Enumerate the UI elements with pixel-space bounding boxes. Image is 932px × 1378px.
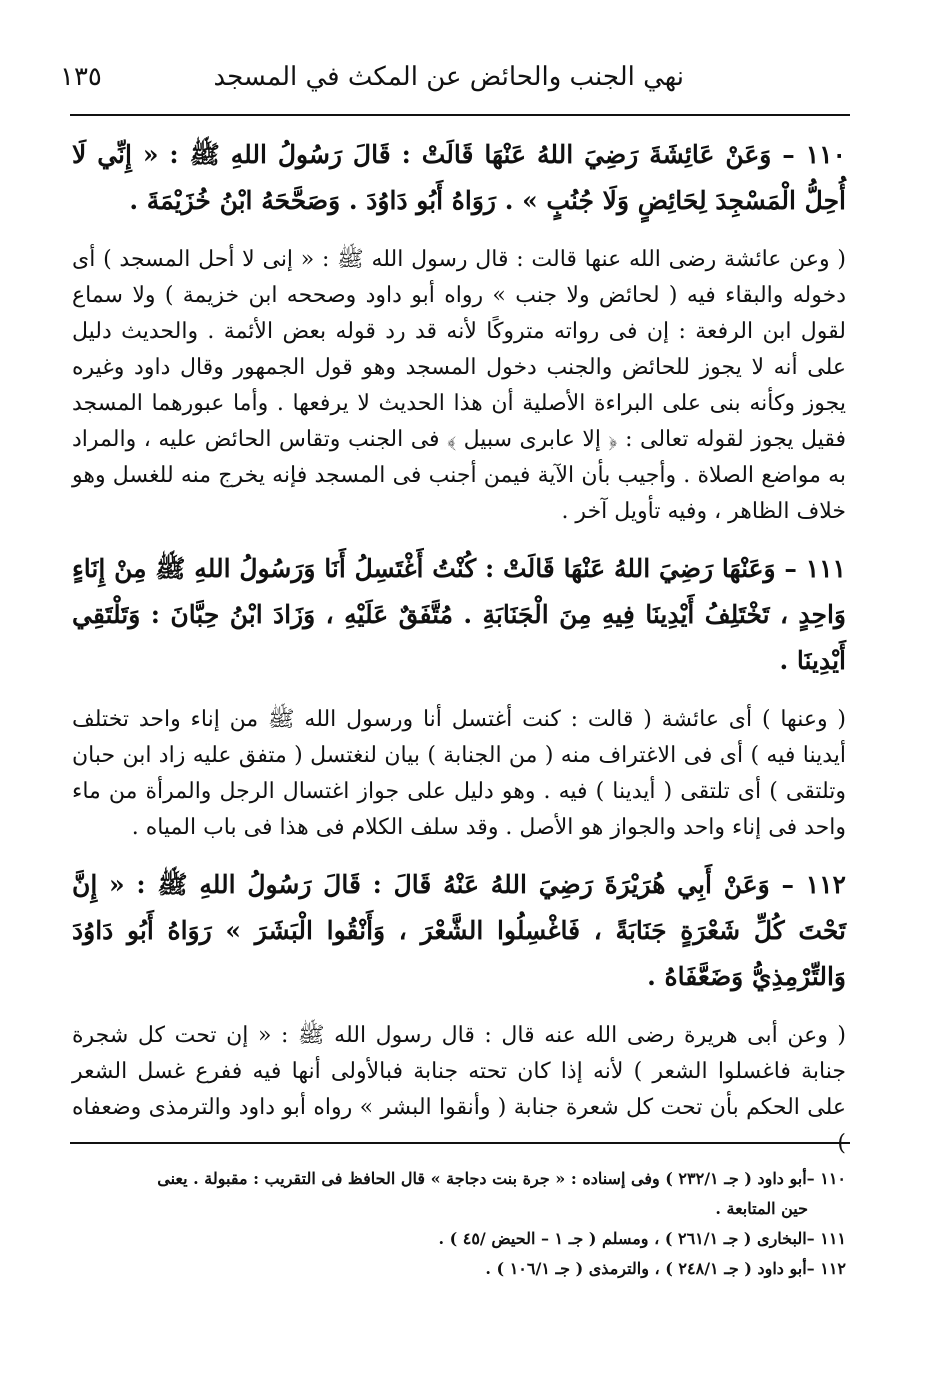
hadith-110: ١١٠ – وَعَنْ عَائِشَةَ رَضِيَ اللهُ عَنْهَا قَالَتْ : قَالَ رَسُولُ اللهِ ﷺ : « إِنِّي لَا أُحِلُّ الْمَسْجِدَ لِحَائِضٍ وَلَا جُنُبٍ » . رَوَاهُ أَبُو دَاوُدَ . وَصَحَّحَهُ ابْنُ خُزَيْمَةَ .: [72, 140, 846, 215]
footnote-rule: [70, 1142, 850, 1144]
hadith-111: ١١١ – وَعَنْهَا رَضِيَ اللهُ عَنْهَا قَالَتْ : كُنْتُ أَغْتَسِلُ أَنَا وَرَسُولُ اللهِ ﷺ مِنْ إِنَاءٍ وَاحِدٍ ، تَخْتَلِفُ أَيْدِينَا فِيهِ مِنَ الْجَنَابَةِ . مُتَّفَقٌ عَلَيْهِ ، وَزَادَ ابْنُ حِبَّانَ : وَتَلْتَقِي أَيْدِينَا .: [72, 554, 846, 675]
footnotes: [72, 1164, 846, 1284]
footnote-111: [72, 1224, 846, 1254]
footnote-110-text: ١١٠ –أبو داود ( جـ ٢٣٢/١ ) وفى إسناده : « جرة بنت دجاجة » قال الحافظ فى التقريب : مقبولة . يعنى: [157, 1169, 846, 1188]
hadith-112: ١١٢ – وَعَنْ أَبِي هُرَيْرَةَ رَضِيَ اللهُ عَنْهُ قَالَ : قَالَ رَسُولُ اللهِ ﷺ : « إِنَّ تَحْتَ كُلِّ شَعْرَةٍ جَنَابَةً ، فَاغْسِلُوا الشَّعْرَ ، وَأَنْقُوا الْبَشَرَ » رَوَاهُ أَبُو دَاوُدَ وَالتِّرْمِذِيُّ وَضَعَّفَاهُ .: [72, 870, 846, 991]
commentary-111: ( وعنها ) أى عائشة ( قالت : كنت أغتسل أنا ورسول الله ﷺ من إناء واحد تختلف أيدينا فيه ) أى فى الاغتراف منه ( من الجنابة ) بيان لنغتسل ( متفق عليه زاد ابن حبان وتلتقى ) أى تلتقى ( أيدينا ) فيه . وهو دليل على جواز اغتسال الرجل والمرأة من ماء واحد فى إناء واحد والجواز هو الأصل . وقد سلف الكلام فى هذا فى باب المياه .: [72, 707, 846, 840]
running-title: نهي الجنب والحائض عن المكث في المسجد: [213, 62, 684, 92]
page-number: ١٣٥: [60, 62, 102, 92]
main-text: [72, 132, 846, 1178]
footnote-110-continuation: حين المتابعة .: [715, 1199, 808, 1218]
footnote-112-text: ١١٢ –أبو داود ( جـ ٢٤٨/١ ) ، والترمذى ( جـ ١٠٦/١ ) .: [485, 1259, 846, 1278]
footnote-110: [72, 1164, 846, 1224]
commentary-110: ( وعن عائشة رضى الله عنها قالت : قال رسول الله ﷺ : « إنى لا أحل المسجد ) أى دخوله والبقاء فيه ( لحائض ولا جنب » رواه أبو داود وصححه ابن خزيمة ) ولا سماع لقول ابن الرفعة : إن فى رواته متروكًا لأنه قد رد قوله بعض الأئمة . والحديث دليل على أنه لا يجوز للحائض والجنب دخول المسجد وهو قول الجمهور وقال داود وغيره يجوز وكأنه بنى على البراءة الأصلية أن هذا الحديث لا يرفعها . وأما عبورهما المسجد فقيل يجوز لقوله تعالى : ﴿ إلا عابرى سبيل ﴾ فى الجنب وتقاس الحائض عليه ، والمراد به مواضع الصلاة . وأجيب بأن الآية فيمن أجنب فى المسجد فإنه يخرج منه للغسل وهو خلاف الظاهر ، وفيه تأويل آخر .: [72, 247, 846, 524]
header-rule: [70, 114, 850, 116]
footnote-111-text: ١١١ –البخارى ( جـ ٢٦١/١ ) ، ومسلم ( جـ ١ – الحيض /٤٥ ) .: [438, 1229, 846, 1248]
footnote-112: [72, 1254, 846, 1284]
page-header: [60, 52, 844, 102]
commentary-112: ( وعن أبى هريرة رضى الله عنه قال : قال رسول الله ﷺ : « إن تحت كل شجرة جنابة فاغسلوا الشعر ) لأنه إذا كان تحته جنابة فبالأولى أنها فيه ففرع غسل الشعر على الحكم بأن تحت كل شعرة جنابة ( وأنقوا البشر » رواه أبو داود والترمذى وضعفاه: [72, 1023, 846, 1120]
